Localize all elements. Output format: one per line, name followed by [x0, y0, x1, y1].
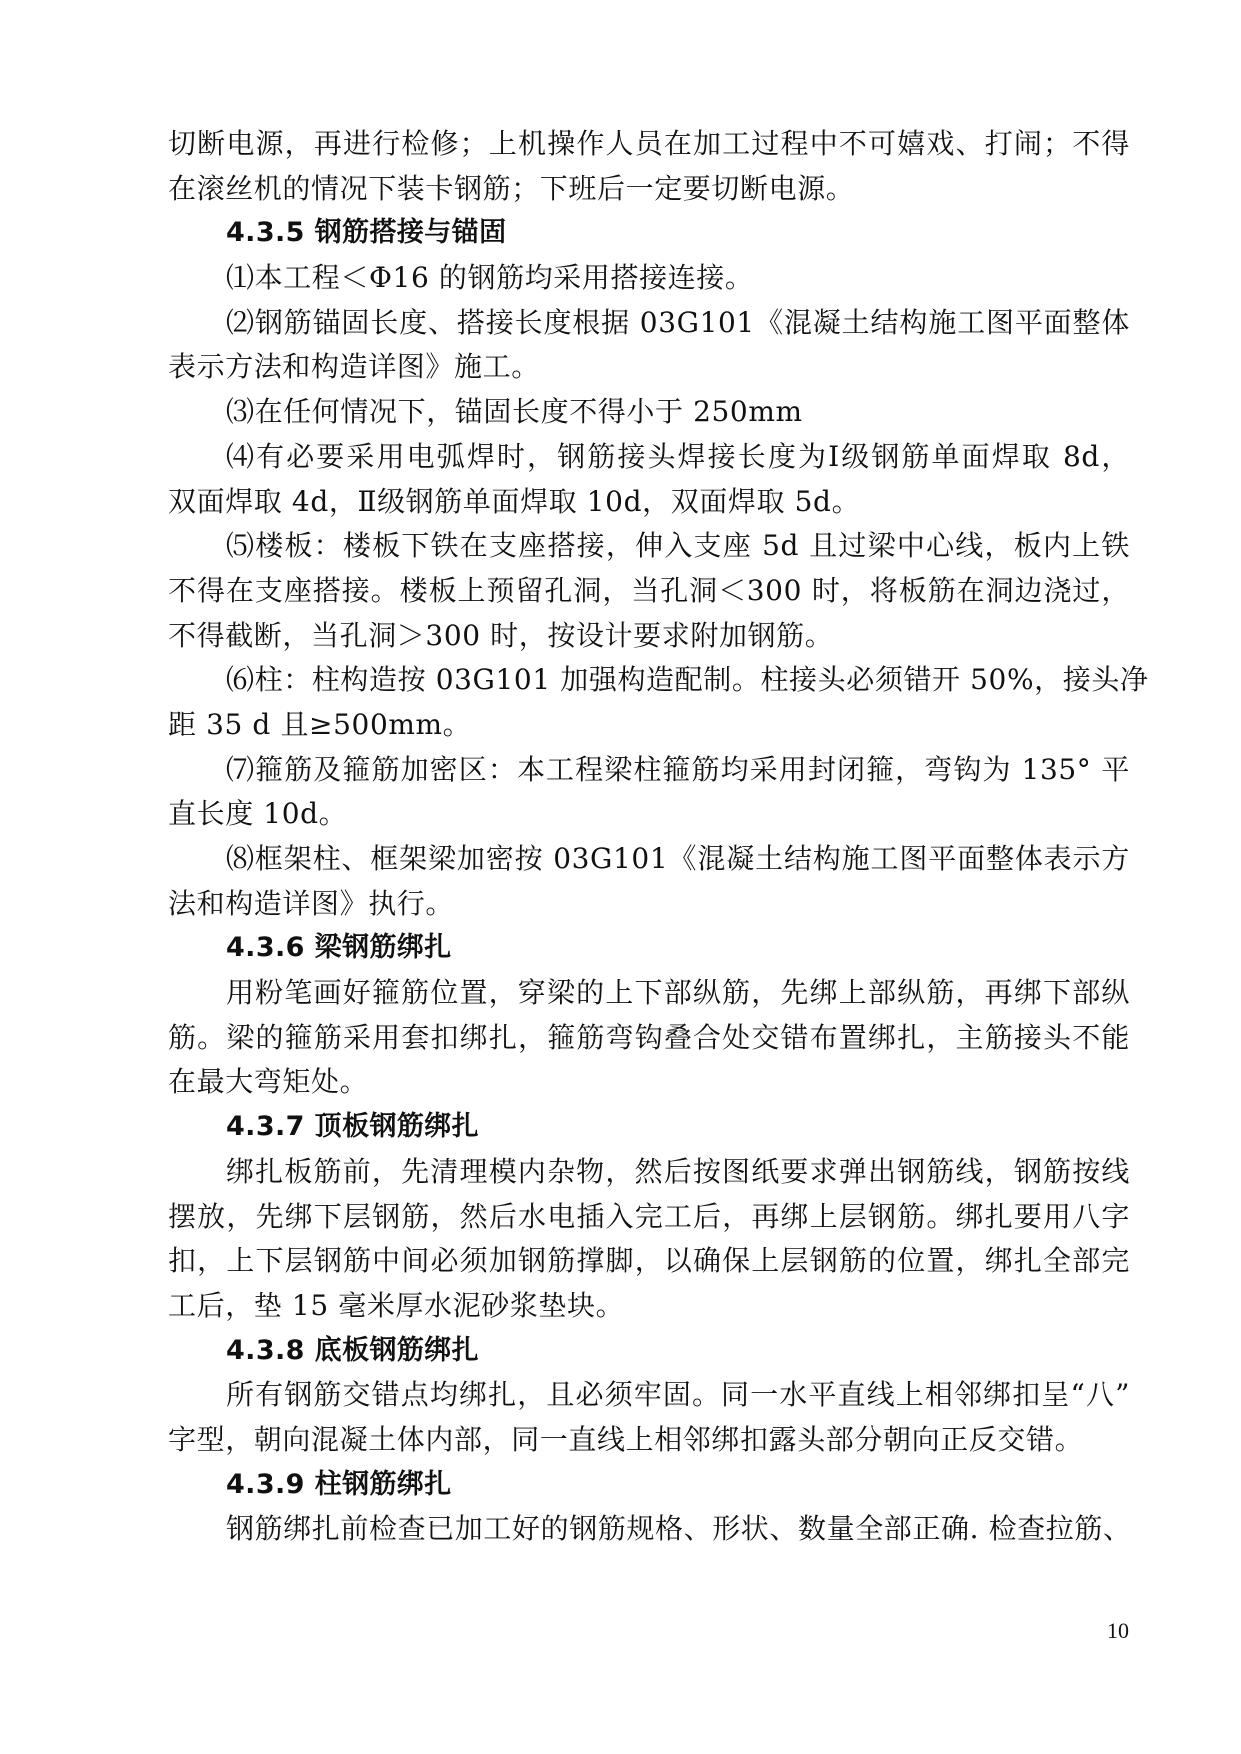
text-line: ⑵钢筋锚固长度、搭接长度根据 03G101《混凝土结构施工图平面整体 — [226, 305, 1130, 339]
text-line: 双面焊取 4d，Ⅱ级钢筋单面焊取 10d，双面焊取 5d。 — [168, 484, 861, 518]
text-line: 切断电源，再进行检修；上机操作人员在加工过程中不可嬉戏、打闹；不得 — [168, 127, 1130, 160]
text-line: ⑸楼板：楼板下铁在支座搭接，伸入支座 5d 且过梁中心线，板内上铁 — [226, 529, 1130, 563]
text-line: ⑻框架柱、框架梁加密按 03G101《混凝土结构施工图平面整体表示方 — [226, 842, 1130, 875]
page-number: 10 — [1107, 1618, 1129, 1643]
section-heading: 4.3.9 柱钢筋绑扎 — [226, 1468, 452, 1500]
text-line: 在滚丝机的情况下装卡钢筋；下班后一定要切断电源。 — [168, 171, 855, 205]
text-line: 距 35 d 且≥500mm。 — [168, 707, 472, 741]
document-body — [168, 122, 1149, 1552]
text-line: 表示方法和构造详图》施工。 — [168, 350, 540, 384]
text-line: ⑷有必要采用电弧焊时，钢筋接头焊接长度为Ⅰ级钢筋单面焊取 8d， — [226, 439, 1130, 473]
section-heading: 4.3.7 顶板钢筋绑扎 — [226, 1111, 480, 1143]
text-line: 工后，垫 15 毫米厚水泥砂浆垫块。 — [168, 1288, 625, 1322]
text-line: 所有钢筋交错点均绑扎，且必须牢固。同一水平直线上相邻绑扣呈“八” — [226, 1378, 1130, 1412]
text-line: 绑扎板筋前，先清理模内杂物，然后按图纸要求弹出钢筋线，钢筋按线 — [226, 1154, 1130, 1188]
text-line: 用粉笔画好箍筋位置，穿梁的上下部纵筋，先绑上部纵筋，再绑下部纵 — [226, 976, 1130, 1010]
text-line: 直长度 10d。 — [168, 797, 348, 831]
text-line: 在最大弯矩处。 — [168, 1065, 369, 1099]
text-line: 不得截断，当孔洞＞300 时，按设计要求附加钢筋。 — [168, 618, 834, 652]
section-heading: 4.3.5 钢筋搭接与锚固 — [226, 217, 507, 249]
section-heading: 4.3.6 梁钢筋绑扎 — [226, 932, 452, 964]
text-line: ⑹柱：柱构造按 03G101 加强构造配制。柱接头必须错开 50%，接头净 — [226, 663, 1149, 697]
text-line: 字型，朝向混凝土体内部，同一直线上相邻绑扣露头部分朝向正反交错。 — [168, 1422, 1084, 1456]
text-line: 钢筋绑扎前检查已加工好的钢筋规格、形状、数量全部正确. 检查拉筋、 — [226, 1512, 1132, 1546]
section-heading: 4.3.8 底板钢筋绑扎 — [226, 1334, 480, 1366]
text-line: ⑶在任何情况下，锚固长度不得小于 250mm — [226, 395, 803, 429]
text-line: 不得在支座搭接。楼板上预留孔洞，当孔洞＜300 时，将板筋在洞边浇过， — [168, 573, 1130, 607]
text-line: ⑺箍筋及箍筋加密区：本工程梁柱箍筋均采用封闭箍，弯钩为 135° 平 — [226, 752, 1130, 786]
text-line: 扣，上下层钢筋中间必须加钢筋撑脚，以确保上层钢筋的位置，绑扎全部完 — [168, 1244, 1130, 1278]
text-line: ⑴本工程＜Φ16 的钢筋均采用搭接连接。 — [226, 261, 754, 295]
text-line: 摆放，先绑下层钢筋，然后水电插入完工后，再绑上层钢筋。绑扎要用八字 — [168, 1199, 1130, 1233]
text-line: 法和构造详图》执行。 — [168, 886, 455, 920]
text-line: 筋。梁的箍筋采用套扣绑扎，箍筋弯钩叠合处交错布置绑扎，主筋接头不能 — [168, 1020, 1130, 1054]
